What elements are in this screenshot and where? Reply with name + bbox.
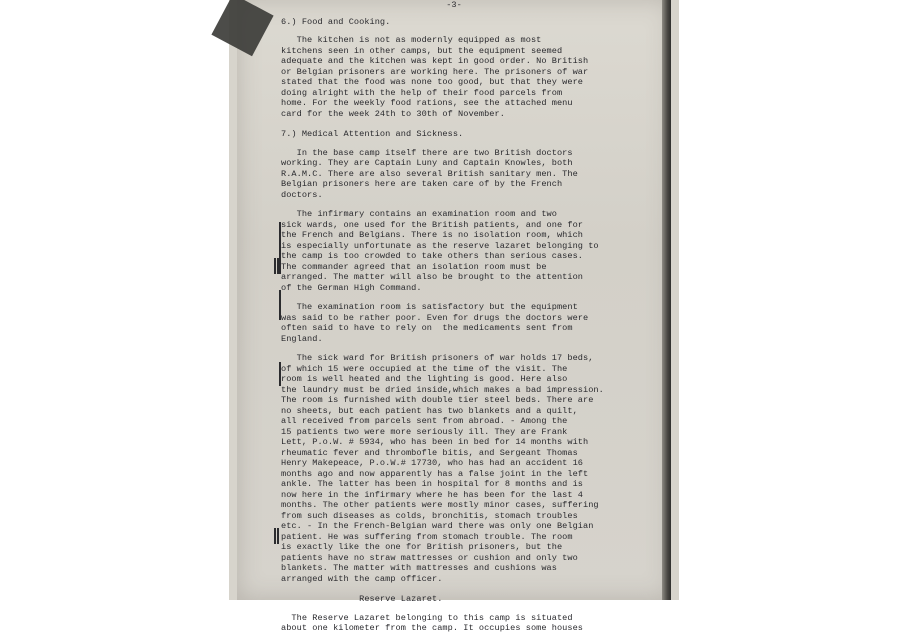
text-line: the camp is too crowded to take others than serious cases. (281, 251, 584, 261)
text-line: doctors. (281, 189, 323, 200)
document-text (281, 0, 671, 634)
text-line: of which 15 were occupied at the time of the visit. The (281, 363, 568, 374)
text-line: from such diseases as colds, bronchitis, stomach troubles (281, 510, 578, 521)
text-line: etc. - In the French-Belgian ward there was only one Belgian (281, 521, 594, 531)
text-line: was said to be rather poor. Even for drugs the doctors were (281, 312, 589, 323)
margin-marker-double (274, 528, 276, 544)
text-line: about one kilometer from the camp. It occupies some houses (281, 623, 584, 633)
text-line: blankets. The matter with mattresses and cushions was (281, 563, 557, 573)
text-line: The room is furnished with double tier steel beds. There are (281, 395, 594, 405)
text-line: The commander agreed that an isolation room must be (281, 261, 547, 272)
text-line: The Reserve Lazaret belonging to this camp is situated (281, 612, 573, 623)
text-line: The infirmary contains an examination room and two (281, 209, 557, 219)
text-line: or Belgian prisoners are working here. The prisoners of war (281, 66, 589, 77)
text-line: room is well heated and the lighting is good. Here also (281, 374, 568, 384)
text-line: is especially unfortunate as the reserve lazaret belonging to (281, 240, 599, 251)
text-line: card for the week 24th to 30th of November. (281, 108, 505, 119)
text-line: England. (281, 333, 323, 344)
text-line: adequate and the kitchen was kept in good order. No British (281, 56, 589, 66)
text-line: In the base camp itself there are two British doctors (281, 147, 573, 158)
paragraph (281, 148, 671, 201)
text-line: ankle. The latter has been in hospital for 8 months and is (281, 479, 584, 489)
text-line: rheumatic fever and thrombofle bitis, and Sergeant Thomas (281, 447, 578, 458)
text-line: Belgian prisoners here are taken care of by the French (281, 179, 563, 189)
text-line: patients have no straw mattresses or cushion and only two (281, 552, 578, 563)
section-heading: 6.) Food and Cooking. (281, 16, 391, 27)
text-line: stated that the food was none too good, but that they were (281, 77, 584, 87)
text-line: months. The other patients were mostly minor cases, suffering (281, 500, 599, 510)
typed-page (237, 0, 671, 633)
text-line: The examination room is satisfactory but the equipment (281, 302, 578, 312)
text-line: R.A.M.C. There are also several British sanitary men. The (281, 168, 578, 179)
text-line: doing alright with the help of their food parcels from (281, 87, 563, 98)
page-number: -3- (446, 0, 462, 10)
paragraph (281, 302, 671, 344)
paragraph (281, 209, 671, 293)
text-line: kitchens seen in other camps, but the equipment seemed (281, 45, 563, 56)
paragraph (281, 613, 671, 634)
text-line: no sheets, but each patient has two blankets and a quilt, (281, 405, 578, 416)
text-line: patient. He was suffering from stomach trouble. The room (281, 531, 573, 542)
paragraph (281, 35, 671, 119)
text-line: home. For the weekly food rations, see the attached menu (281, 98, 573, 108)
text-line: now here in the infirmary where he has been for the last 4 (281, 489, 584, 500)
paragraph (281, 353, 671, 584)
text-line: The sick ward for British prisoners of war holds 17 beds, (281, 353, 594, 363)
text-line: the laundry must be dried inside,which makes a bad impression. (281, 384, 604, 395)
text-line: all received from parcels sent from abroad. - Among the (281, 416, 568, 426)
text-line: Lett, P.o.W. # 5934, who has been in bed for 14 months with (281, 437, 589, 447)
margin-marker-double (274, 258, 276, 274)
text-line: months ago and now apparently has a false joint in the left (281, 468, 589, 479)
text-line: Henry Makepeace, P.o.W.# 17730, who has had an accident 16 (281, 458, 584, 468)
text-line: arranged with the camp officer. (281, 573, 443, 584)
text-line: The kitchen is not as modernly equipped as most (281, 35, 542, 45)
section-heading: Reserve Lazaret. (281, 594, 443, 604)
text-line: 15 patients two were more seriously ill. They are Frank (281, 426, 568, 437)
text-line: arranged. The matter will also be brought to the attention (281, 272, 584, 282)
document-photo (229, 0, 679, 633)
text-line: working. They are Captain Luny and Captain Knowles, both (281, 158, 573, 168)
text-line: often said to have to rely on the medicaments sent from (281, 323, 573, 333)
text-line: the French and Belgians. There is no isolation room, which (281, 230, 584, 240)
text-line: is exactly like the one for British prisoners, but the (281, 542, 563, 552)
text-line: of the German High Command. (281, 282, 422, 293)
section-heading: 7.) Medical Attention and Sickness. (281, 129, 464, 139)
text-line: sick wards, one used for the British patients, and one for (281, 219, 584, 230)
